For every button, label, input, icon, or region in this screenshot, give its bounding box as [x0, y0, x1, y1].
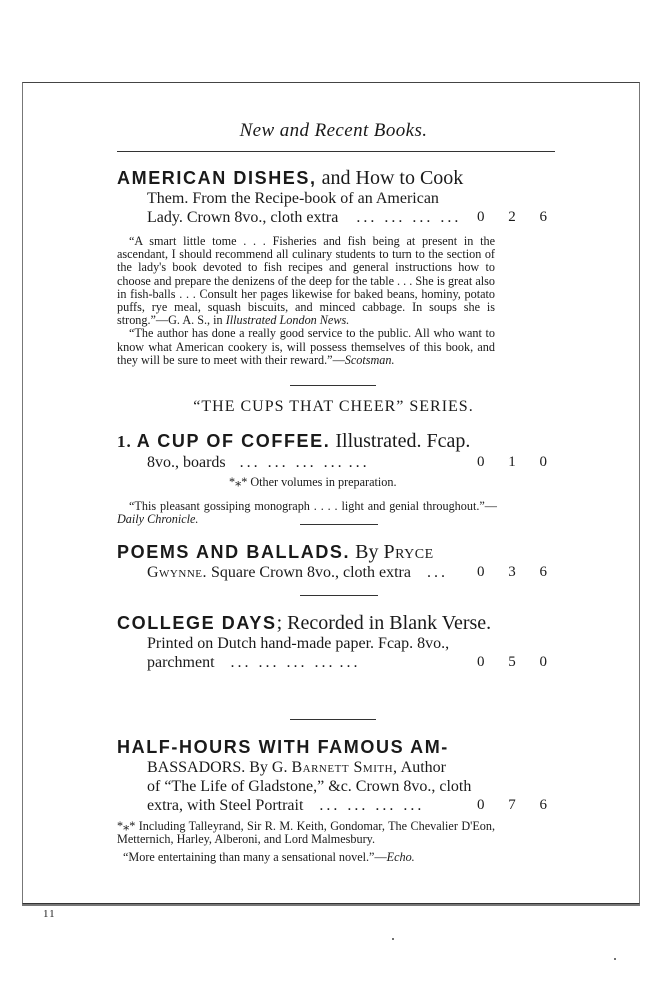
halfhours-author: Barnett Smith,	[291, 759, 398, 776]
header-rule	[117, 151, 555, 152]
quote-scotsman	[117, 327, 495, 367]
title-college-days: COLLEGE DAYS	[117, 613, 277, 633]
halfhours-note-text: Including Talleyrand, Sir R. M. Keith, Gondomar, The Chevalier D'Eon, Metternich, Harley, Alberoni, and Lord Malmesbury.	[117, 819, 495, 847]
section-rule-4	[290, 719, 376, 720]
leader-dots: ... ... ... ...	[230, 654, 336, 671]
quote-echo	[117, 851, 495, 864]
poems-by: By	[350, 541, 384, 563]
entry-american-dishes	[117, 167, 557, 367]
quote-ilnews-text: “A smart little tome . . . Fisheries and fish being at present in the ascendant, I should recommend all culinary students to turn to the section of the lady's book devoted to fish recipes and general instructions how to choose and prepare the denizens of the deep for the table . . . She is great also in fish-balls . . . Consult her pages likewise for baked beans, hominy, potato puffs, rye meal, squash biscuits, and minced cabbage. In soups she is strong.”—G. A. S., in	[117, 234, 495, 328]
page-header: New and Recent Books.	[239, 120, 428, 141]
college-line3-row	[117, 653, 557, 672]
entry-college-days	[117, 612, 557, 672]
poems-line2: Square Crown 8vo., cloth extra	[207, 564, 411, 581]
coffee-line2: 8vo., boards	[147, 454, 226, 471]
title-cup-of-coffee: A CUP OF COFFEE.	[136, 431, 331, 451]
title-american-rest: and How to Cook	[316, 167, 464, 189]
title-american-dishes: AMERICAN DISHES,	[117, 168, 317, 188]
page-number: 11	[43, 908, 56, 920]
quote-ilnews-source: Illustrated London News.	[225, 313, 350, 328]
title-half-hours: HALF-HOURS WITH FAMOUS AM-	[117, 737, 449, 757]
section-rule-3	[300, 595, 378, 596]
coffee-note	[117, 475, 557, 490]
entry-half-hours	[117, 736, 557, 865]
poems-line2-row	[117, 563, 557, 582]
price-college: 0 5 0	[477, 654, 557, 670]
leader-dots-extra: ...	[348, 454, 370, 471]
quote-chronicle-text: “This pleasant gossiping monograph . . . . light and genial throughout.”—	[129, 499, 497, 513]
american-line3: Lady. Crown 8vo., cloth extra	[147, 209, 339, 226]
section-rule-2	[300, 524, 378, 525]
college-line2: Printed on Dutch hand-made paper. Fcap. 8vo.,	[147, 635, 450, 652]
leader-dots-short: ...	[426, 564, 448, 581]
asterism: *⁎*	[117, 819, 136, 833]
title-poems-and-ballads: POEMS AND BALLADS.	[117, 542, 351, 562]
quote-scotsman-text: “The author has done a really good service to the public. All who want to know what American cookery is, will possess themselves of this book, and they will be sure to meet with their reward.”—	[117, 326, 495, 367]
print-speck	[392, 938, 394, 940]
asterism: *⁎*	[229, 475, 248, 489]
quote-echo-source: Echo.	[386, 850, 415, 865]
quote-scotsman-source: Scotsman.	[344, 352, 395, 367]
quote-ilnews	[117, 235, 495, 327]
quote-chronicle-source: Daily Chronicle.	[117, 512, 199, 527]
coffee-number: 1.	[117, 432, 132, 451]
american-line2: Them. From the Recipe-book of an American	[147, 190, 439, 207]
halfhours-note	[117, 820, 495, 846]
leader-dots-extra: ...	[339, 654, 361, 671]
title-coffee-rest: Illustrated. Fcap.	[330, 430, 471, 452]
price-coffee: 0 1 0	[477, 454, 557, 470]
title-college-rest: ; Recorded in Blank Verse.	[276, 612, 492, 634]
halfhours-line2	[117, 758, 557, 777]
entry-cup-of-coffee	[117, 430, 557, 526]
coffee-note-text: Other volumes in preparation.	[250, 475, 397, 489]
price-american: 0 2 6	[477, 209, 557, 225]
american-line3-row	[117, 208, 557, 227]
poems-author-cont: Gwynne.	[147, 564, 207, 581]
price-half-hours: 0 7 6	[477, 797, 557, 813]
halfhours-line3: of “The Life of Gladstone,” &c. Crown 8vo., cloth	[147, 778, 472, 795]
college-line3: parchment	[147, 654, 215, 671]
halfhours-line4: extra, with Steel Portrait	[147, 797, 304, 814]
quote-daily-chronicle	[117, 500, 497, 526]
halfhours-line2-b: Author	[397, 759, 446, 776]
print-speck	[614, 958, 616, 960]
halfhours-line4-row	[117, 796, 557, 815]
coffee-line2-row	[117, 453, 557, 472]
poems-author: Pryce	[383, 541, 434, 563]
leader-dots: ... ... ... ...	[239, 454, 345, 471]
entry-poems-and-ballads	[117, 541, 557, 582]
halfhours-line2-a: BASSADORS. By G.	[147, 759, 292, 776]
quote-echo-text: “More entertaining than many a sensational novel.”—	[123, 850, 387, 865]
leader-dots: ... ... ... ...	[356, 209, 462, 226]
leader-dots: ... ... ... ...	[319, 797, 425, 814]
series-heading: “THE CUPS THAT CHEER” SERIES.	[193, 398, 474, 415]
section-rule-1	[290, 385, 376, 386]
price-poems: 0 3 6	[477, 564, 557, 580]
